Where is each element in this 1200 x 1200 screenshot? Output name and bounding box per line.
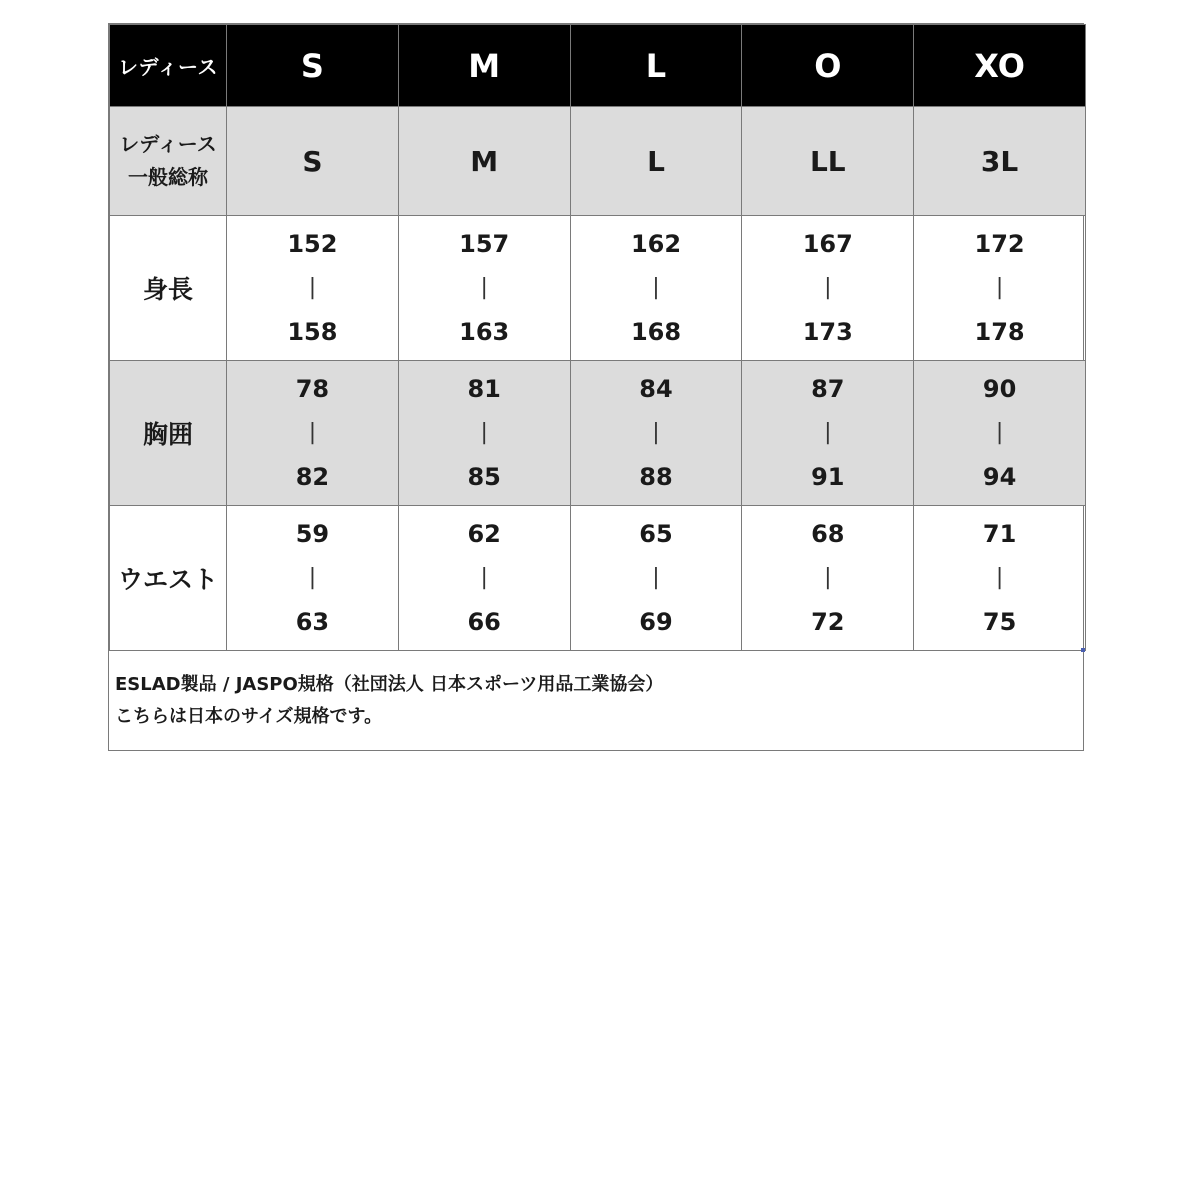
- general-size-l: L: [570, 107, 742, 216]
- height-label: 身長: [110, 216, 227, 361]
- range-from: 90: [982, 375, 1017, 403]
- chest-row: [110, 361, 1086, 506]
- height-cell-s: [227, 216, 399, 361]
- standard-note: ESLAD製品 / JASPO規格（社団法人 日本スポーツ用品工業協会）: [115, 674, 664, 695]
- waist-label: ウエスト: [110, 506, 227, 651]
- height-cell-o: [742, 216, 914, 361]
- range-from: 71: [982, 520, 1017, 548]
- range-to: 91: [811, 463, 845, 491]
- range-to: 94: [982, 463, 1017, 491]
- range-separator: |: [652, 565, 660, 590]
- range-separator: |: [824, 420, 832, 445]
- waist-cell-l: [570, 506, 742, 651]
- range-to: 163: [459, 318, 510, 346]
- height-cell-m: [398, 216, 570, 361]
- range-from: 84: [639, 375, 673, 403]
- notes-section: [109, 651, 1083, 750]
- general-size-3l: 3L: [914, 107, 1086, 216]
- range-separator: |: [652, 420, 660, 445]
- header-row: [110, 25, 1086, 107]
- range-separator: |: [308, 275, 317, 300]
- range-separator: |: [480, 420, 488, 445]
- header-row-label: レディース: [110, 25, 227, 107]
- waist-cell-s: [227, 506, 399, 651]
- range-to: 88: [639, 463, 673, 491]
- chest-cell-l: [570, 361, 742, 506]
- range-from: 157: [459, 230, 510, 258]
- range-to: 69: [639, 608, 673, 636]
- cell-corner-mark: [1081, 648, 1085, 652]
- range-to: 158: [287, 318, 338, 346]
- size-header-s: S: [227, 25, 399, 107]
- range-separator: |: [824, 565, 832, 590]
- range-from: 78: [295, 375, 330, 403]
- general-size-ll: LL: [742, 107, 914, 216]
- general-size-label: [110, 107, 227, 216]
- chest-cell-s: [227, 361, 399, 506]
- chest-cell-m: [398, 361, 570, 506]
- general-size-s: S: [227, 107, 399, 216]
- range-from: 68: [811, 520, 845, 548]
- range-from: 59: [295, 520, 330, 548]
- range-from: 65: [639, 520, 673, 548]
- size-chart: [108, 23, 1084, 751]
- range-from: 87: [811, 375, 845, 403]
- range-separator: |: [480, 565, 488, 590]
- waist-row: [110, 506, 1086, 651]
- range-to: 173: [802, 318, 853, 346]
- range-to: 63: [295, 608, 330, 636]
- size-header-o: O: [742, 25, 914, 107]
- range-separator: |: [995, 420, 1004, 445]
- range-separator: |: [995, 565, 1004, 590]
- range-to: 66: [467, 608, 501, 636]
- size-table: [109, 24, 1086, 651]
- chest-cell-o: [742, 361, 914, 506]
- waist-cell-m: [398, 506, 570, 651]
- range-from: 162: [630, 230, 682, 258]
- size-header-xo: XO: [914, 25, 1086, 107]
- range-separator: |: [308, 420, 317, 445]
- range-to: 72: [811, 608, 845, 636]
- range-separator: |: [480, 275, 488, 300]
- range-to: 82: [295, 463, 330, 491]
- range-from: 81: [467, 375, 501, 403]
- chest-cell-xo: [914, 361, 1086, 506]
- size-header-l: L: [570, 25, 742, 107]
- height-row: [110, 216, 1086, 361]
- height-cell-l: [570, 216, 742, 361]
- range-from: 172: [974, 230, 1025, 258]
- range-from: 167: [802, 230, 853, 258]
- japan-size-note: こちらは日本のサイズ規格です。: [115, 706, 383, 727]
- general-size-label-line-2: 一般総称: [128, 165, 208, 189]
- range-separator: |: [995, 275, 1004, 300]
- range-from: 152: [287, 230, 338, 258]
- height-cell-xo: [914, 216, 1086, 361]
- general-size-label-line-1: レディース: [119, 132, 217, 156]
- chest-label: 胸囲: [110, 361, 227, 506]
- range-to: 85: [467, 463, 501, 491]
- general-size-m: M: [398, 107, 570, 216]
- range-to: 178: [974, 318, 1025, 346]
- range-from: 62: [467, 520, 501, 548]
- range-separator: |: [308, 565, 317, 590]
- size-header-m: M: [398, 25, 570, 107]
- range-to: 75: [982, 608, 1017, 636]
- waist-cell-o: [742, 506, 914, 651]
- waist-cell-xo: [914, 506, 1086, 651]
- range-to: 168: [630, 318, 682, 346]
- range-separator: |: [652, 275, 660, 300]
- range-separator: |: [824, 275, 832, 300]
- general-size-row: [110, 107, 1086, 216]
